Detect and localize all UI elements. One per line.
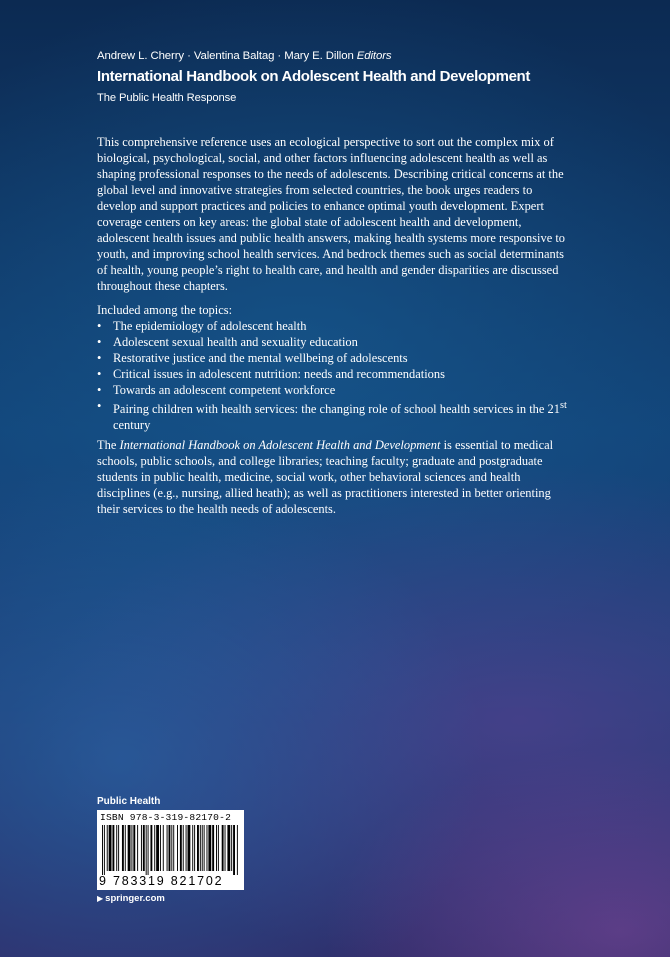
topic-item [97,398,569,433]
topic-text: Critical issues in adolescent nutrition: needs and recommendations [113,367,445,381]
audience-paragraph [97,437,569,517]
bullet-icon: • [97,367,102,381]
editors-role: Editors [356,50,392,62]
arrow-right-icon: ▶ [97,894,104,903]
audience-rest: is essential to medical schools, public schools, and college libraries; teaching faculty; graduate and postgraduate students in public health, medicine, social work, other behavioral sciences and health disciplines (e.g., nursing, allied heath); as well as practitioners interested in better orienting their services to the health needs of adolescents. [97,438,554,516]
bullet-icon: • [97,383,102,397]
book-subtitle: The Public Health Response [97,92,237,104]
bullet-icon: • [97,335,102,349]
ordinal-suffix: st [559,400,567,411]
topic-item [97,318,569,334]
topic-text: Pairing children with health services: the changing role of school health services in the 21 [113,402,560,417]
topic-text: The epidemiology of adolescent health [113,319,307,333]
audience-prefix: The [97,438,120,452]
isbn-barcode [97,810,244,890]
audience-book-title: International Handbook on Adolescent Health and Development [119,438,441,452]
topic-item [97,350,569,366]
bullet-icon: • [97,319,102,333]
editors-line [97,50,617,62]
bullet-icon: • [97,351,102,365]
publisher-website [97,893,165,904]
topic-text-end: century [113,418,151,433]
topic-text: Adolescent sexual health and sexuality education [113,335,358,349]
isbn-label: ISBN 978-3-319-82170-2 [100,812,232,823]
subject-category: Public Health [97,796,161,807]
editors-names: Andrew L. Cherry · Valentina Baltag · Mary E. Dillon [97,50,354,62]
topics-intro: Included among the topics: [97,303,233,317]
topic-item [97,334,569,350]
topic-text: Restorative justice and the mental wellbeing of adolescents [113,351,408,365]
website-url: springer.com [105,893,165,904]
book-description: This comprehensive reference uses an ecological perspective to sort out the complex mix of biological, psychological, social, and other factors influencing adolescent health as well as shaping professional responses to the needs of adolescents. Describing critical concerns at the global level and innovative strategies from selected countries, the book urges readers to develop and support practices and policies to enhance optimal youth development. Expert coverage centers on key areas: the global state of adolescent health and development, adolescent health issues and public health answers, making health systems more responsive to youth, and improving school health services. And bedrock themes such as social determinants of health, young people’s right to health care, and health and gender disparities are discussed throughout these chapters. [97,135,566,293]
book-title: International Handbook on Adolescent Health and Development [97,68,531,85]
topic-item [97,366,569,382]
topics-list [97,318,569,433]
topic-item [97,382,569,398]
barcode-bars [100,825,241,875]
barcode-digits: 9 783319 821702 [99,874,224,888]
bullet-icon: • [97,399,102,413]
topic-text: Towards an adolescent competent workforce [113,383,336,397]
